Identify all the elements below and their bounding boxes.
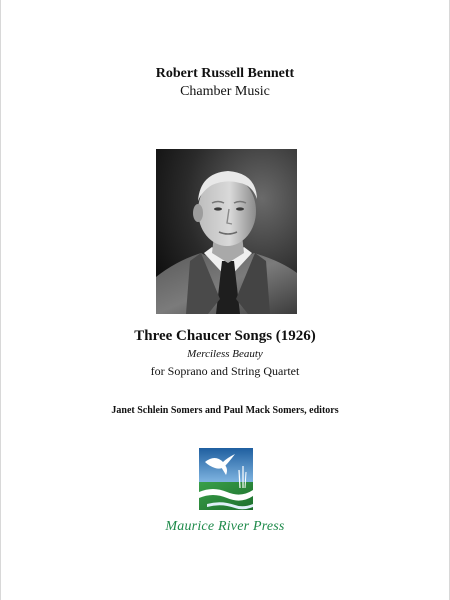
composer-portrait	[156, 149, 297, 314]
series-title: Chamber Music	[180, 84, 270, 99]
bird-over-river-icon	[199, 448, 253, 510]
composer-name: Robert Russell Bennett	[155, 66, 295, 81]
editors-credit: Janet Schlein Somers and Paul Mack Somers, editors	[111, 405, 339, 416]
work-title: Three Chaucer Songs (1926)	[134, 328, 316, 344]
portrait-photo-icon	[156, 149, 297, 314]
publisher-logo	[199, 448, 253, 510]
publisher-name: Maurice River Press	[165, 519, 285, 534]
instrumentation: for Soprano and String Quartet	[150, 364, 300, 378]
work-subtitle: Merciless Beauty	[187, 348, 263, 360]
